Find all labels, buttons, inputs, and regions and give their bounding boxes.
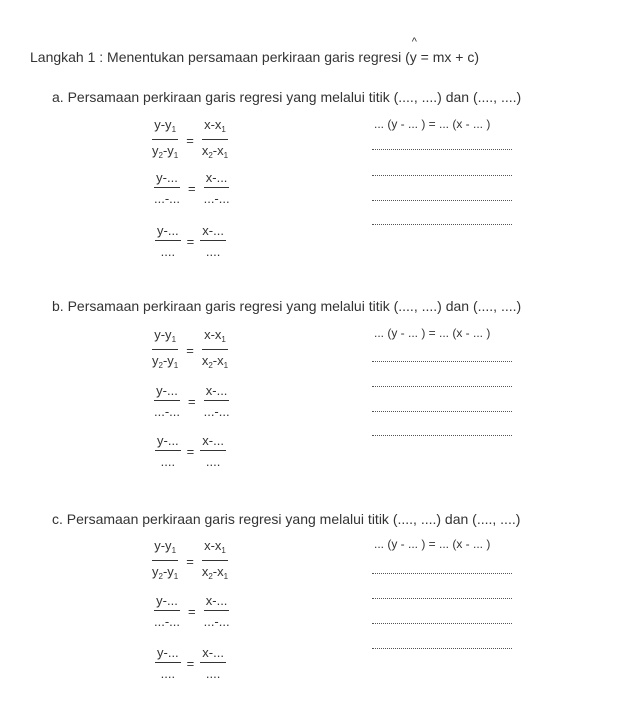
formula-row-2: $\frac{y-...}{...-...}$ = $\frac{x-...}{...-...}$ — [154, 383, 230, 419]
section-b-label: b. Persamaan perkiraan garis regresi yang melalui titik (...., ....) dan (...., ....) — [52, 298, 522, 314]
answer-line — [372, 573, 512, 574]
answer-line — [372, 411, 512, 412]
formula-row-1: $\frac{y-y_1}{y_2-y_1}$ = $\frac{x-x_1}{x_2-x_1}$ — [152, 538, 229, 581]
formula-row-1: $\frac{y-y_1}{y_2-y_1}$ = $\frac{x-x_1}{x_2-x_1}$ — [152, 327, 229, 370]
answer-line — [372, 648, 512, 649]
answer-line — [372, 149, 512, 150]
y-hat-symbol: ^ y — [410, 49, 417, 65]
answer-line — [372, 200, 512, 201]
answer-line — [372, 623, 512, 624]
formula-row-2: $\frac{y-...}{...-...}$ = $\frac{x-...}{...-...}$ — [154, 593, 230, 629]
answer-line — [372, 361, 512, 362]
rhs-equation: ... (y - ... ) = ... (x - ... ) — [374, 326, 491, 340]
answer-line — [372, 435, 512, 436]
answer-line — [372, 175, 512, 176]
formula-row-1: $\frac{y-y_1}{y_2-y_1}$ = $\frac{x-x_1}{x_2-x_1}$ — [152, 117, 229, 160]
formula-row-3: $\frac{y-...}{....}$ = $\frac{x-...}{....}$ — [157, 433, 224, 469]
answer-line — [372, 598, 512, 599]
section-a-label: a. Persamaan perkiraan garis regresi yang melalui titik (...., ....) dan (...., ....) — [52, 89, 522, 105]
rhs-equation: ... (y - ... ) = ... (x - ... ) — [374, 117, 491, 131]
formula-row-2: $\frac{y-...}{...-...}$ = $\frac{x-...}{...-...}$ — [154, 170, 230, 206]
formula-row-3: $\frac{y-...}{....}$ = $\frac{x-...}{....}$ — [157, 645, 224, 681]
answer-line — [372, 224, 512, 225]
section-c-label: c. Persamaan perkiraan garis regresi yang melalui titik (...., ....) dan (...., ....) — [52, 511, 521, 527]
page-title: Langkah 1 : Menentukan persamaan perkiraan garis regresi (^ y = mx + c) — [30, 49, 479, 65]
answer-line — [372, 386, 512, 387]
rhs-equation: ... (y - ... ) = ... (x - ... ) — [374, 537, 491, 551]
formula-row-3: $\frac{y-...}{....}$ = $\frac{x-...}{....}$ — [157, 223, 224, 259]
